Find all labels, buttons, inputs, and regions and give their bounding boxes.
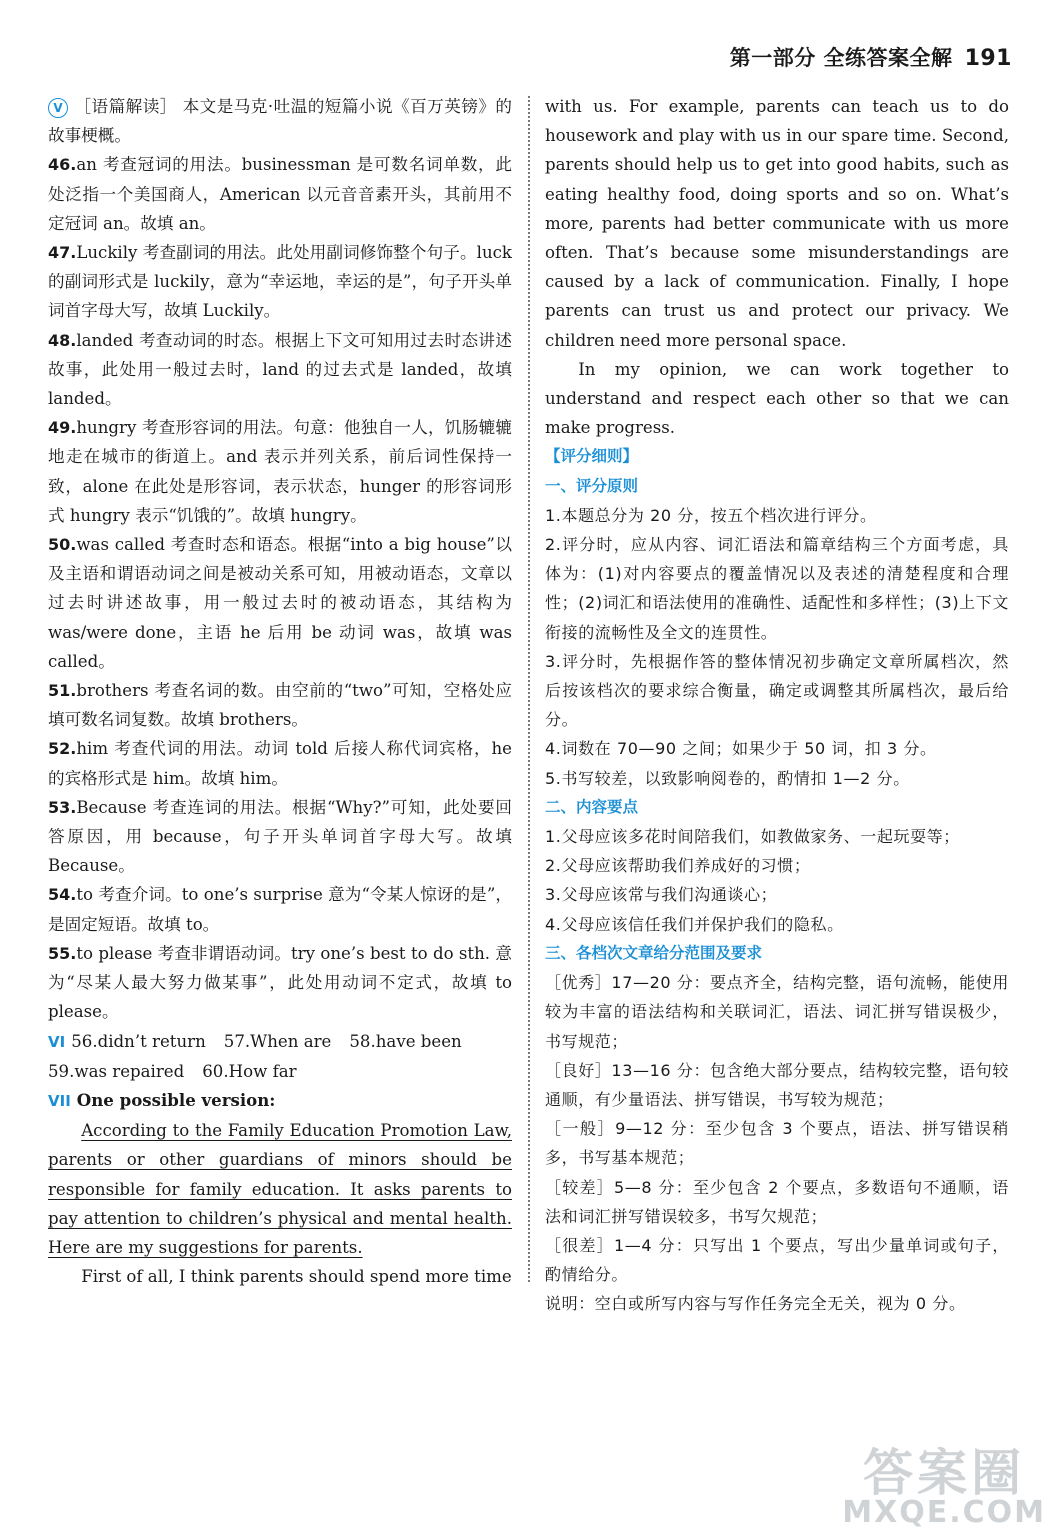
- point-item: 1.父母应该多花时间陪我们，如教做家务、一起玩耍等；: [545, 827, 960, 847]
- watermark-line-2: MXQE.COM: [842, 1495, 1046, 1530]
- section-title: 第一部分 全练答案全解: [729, 46, 953, 70]
- watermark-logo: [842, 1444, 1046, 1530]
- essay-paragraph-2-cont: with us. For example, parents can teach us to do housework and play with us in our spare time. Second, parents should help us to get into good habits, such as eating healthy food, doing sports and so on. What’s more, parents had better communicate with us more often. That’s because some misunderstandings are caused by a lack of communication. Finally, I hope parents can trust us and protect our privacy. We children need more personal space.: [545, 97, 1009, 350]
- principle-item: 1.本题总分为 20 分，按五个档次进行评分。: [545, 505, 877, 525]
- section-vi-badge: VI: [48, 1032, 66, 1051]
- answer-list: [48, 150, 512, 1026]
- essay-paragraph-1: According to the Family Education Promotion Law, parents or other guardians of minors should be responsible for family education. It asks parents to pay attention to children’s physical and mental health. Here are my suggestions for parents.: [48, 1121, 512, 1257]
- answer-item: 54.to 考查介词。to one’s surprise 意为“令某人惊讶的是”，是固定短语。故填 to。: [48, 885, 512, 934]
- page-header: [730, 42, 1012, 72]
- essay-paragraph-2-start: First of all, I think parents should spend more time: [81, 1267, 512, 1287]
- answer-item: 48.landed 考查动词的时态。根据上下文可知用过去时态讲述故事，此处用一般过去时，land 的过去式是 landed，故填 landed。: [48, 330, 512, 409]
- level-item: ［很差］1—4 分：只写出 1 个要点，写出少量单词或句子，酌情给分。: [545, 1235, 1009, 1285]
- column-divider: [528, 96, 530, 1282]
- rubric-section-levels: 三、各档次文章给分范围及要求: [545, 943, 763, 962]
- answer-item: 53.Because 考查连词的用法。根据“Why?”可知，此处要回答原因，用 because，句子开头单词首字母大写。故填 Because。: [48, 797, 512, 876]
- section-v-badge: V: [48, 98, 68, 118]
- watermark-line-1: 答案圈: [863, 1444, 1026, 1502]
- point-item: 4.父母应该信任我们并保护我们的隐私。: [545, 914, 844, 934]
- level-item: ［良好］13—16 分：包含绝大部分要点，结构较完整，语句较通顺，有少量语法、拼写错误，书写较为规范；: [545, 1060, 1009, 1109]
- section-vii-heading: VII One possible version:: [48, 1086, 512, 1116]
- answer-item: 51.brothers 考查名词的数。由空前的“two”可知，空格处应填可数名词复数。故填 brothers。: [48, 681, 512, 730]
- section-vii-badge: VII: [48, 1091, 71, 1110]
- section-vi-answers-b: 59.was repaired 60.How far: [48, 1061, 297, 1081]
- level-item: ［一般］9—12 分：至少包含 3 个要点，语法、拼写错误稍多，书写基本规范；: [545, 1119, 1009, 1168]
- answer-item: 50.was called 考查时态和语态。根据“into a big house”以及主语和谓语动词之间是被动关系可知，用被动语态，文章以过去时讲述故事，用一般过去时的被动语态，其结构为 was/were done，主语 he 后用 be 动词 was，故填 was called。: [48, 535, 512, 671]
- points-list: [545, 822, 1009, 939]
- answer-item: 52.him 考查代词的用法。动词 told 后接人称代词宾格，he 的宾格形式是 him。故填 him。: [48, 739, 512, 788]
- rubric-section-principles: 一、评分原则: [545, 476, 639, 495]
- point-item: 3.父母应该常与我们沟通谈心；: [545, 885, 778, 905]
- answer-item: 49.hungry 考查形容词的用法。句意：他独自一人，饥肠辘辘地走在城市的街道上。and 表示并列关系，前后词性保持一致，alone 在此处是形容词，表示状态，hunger 的形容词形式 hungry 表示“饥饿的”。故填 hungry。: [48, 418, 512, 525]
- level-item: ［较差］5—8 分：至少包含 2 个要点，多数语句不通顺，语法和词汇拼写错误较多，书写欠规范；: [545, 1177, 1009, 1226]
- answer-item: 55.to please 考查非谓语动词。try one’s best to do sth. 意为“尽某人最大努力做某事”，此处用动词不定式，故填 to please。: [48, 943, 512, 1022]
- principle-item: 5.书写较差，以致影响阅卷的，酌情扣 1—2 分。: [545, 768, 910, 788]
- rubric-title: 【评分细则】: [545, 447, 639, 466]
- left-column: [48, 92, 512, 1291]
- page-number: 191: [964, 46, 1012, 71]
- section-vi-answers-a: VI 56.didn’t return 57.When are 58.have been: [48, 1027, 512, 1057]
- principles-list: [545, 501, 1009, 793]
- point-item: 2.父母应该帮助我们养成好的习惯；: [545, 856, 811, 876]
- essay-paragraph-3: In my opinion, we can work together to understand and respect each other so that we can make progress.: [545, 359, 1009, 438]
- principle-item: 3.评分时，先根据作答的整体情况初步确定文章所属档次，然后按该档次的要求综合衡量，确定或调整其所属档次，最后给分。: [545, 651, 1009, 730]
- levels-list: [545, 968, 1009, 1318]
- answer-item: 47.Luckily 考查副词的用法。此处用副词修饰整个句子。luck 的副词形式是 luckily，意为“幸运地，幸运的是”，句子开头单词首字母大写，故填 Luckily。: [48, 243, 512, 321]
- answer-item: 46.an 考查冠词的用法。businessman 是可数名词单数，此处泛指一个美国商人，American 以元音音素开头，其前用不定冠词 an。故填 an。: [48, 155, 512, 233]
- rubric-note: 说明：空白或所写内容与写作任务完全无关，视为 0 分。: [545, 1294, 966, 1314]
- passage-intro: V ［语篇解读］ 本文是马克·吐温的短篇小说《百万英镑》的故事梗概。: [48, 97, 512, 146]
- right-column: [545, 92, 1009, 1319]
- rubric-section-points: 二、内容要点: [545, 797, 639, 816]
- principle-item: 4.词数在 70—90 之间；如果少于 50 词，扣 3 分。: [545, 739, 937, 759]
- principle-item: 2.评分时，应从内容、词汇语法和篇章结构三个方面考虑，具体为：(1)对内容要点的覆盖情况以及表述的清楚程度和合理性；(2)词汇和语法使用的准确性、适配性和多样性；(3)上下文衔接的流畅性及全文的连贯性。: [545, 535, 1009, 642]
- level-item: ［优秀］17—20 分：要点齐全，结构完整，语句流畅，能使用较为丰富的语法结构和关联词汇，语法、词汇拼写错误极少，书写规范；: [545, 973, 1009, 1051]
